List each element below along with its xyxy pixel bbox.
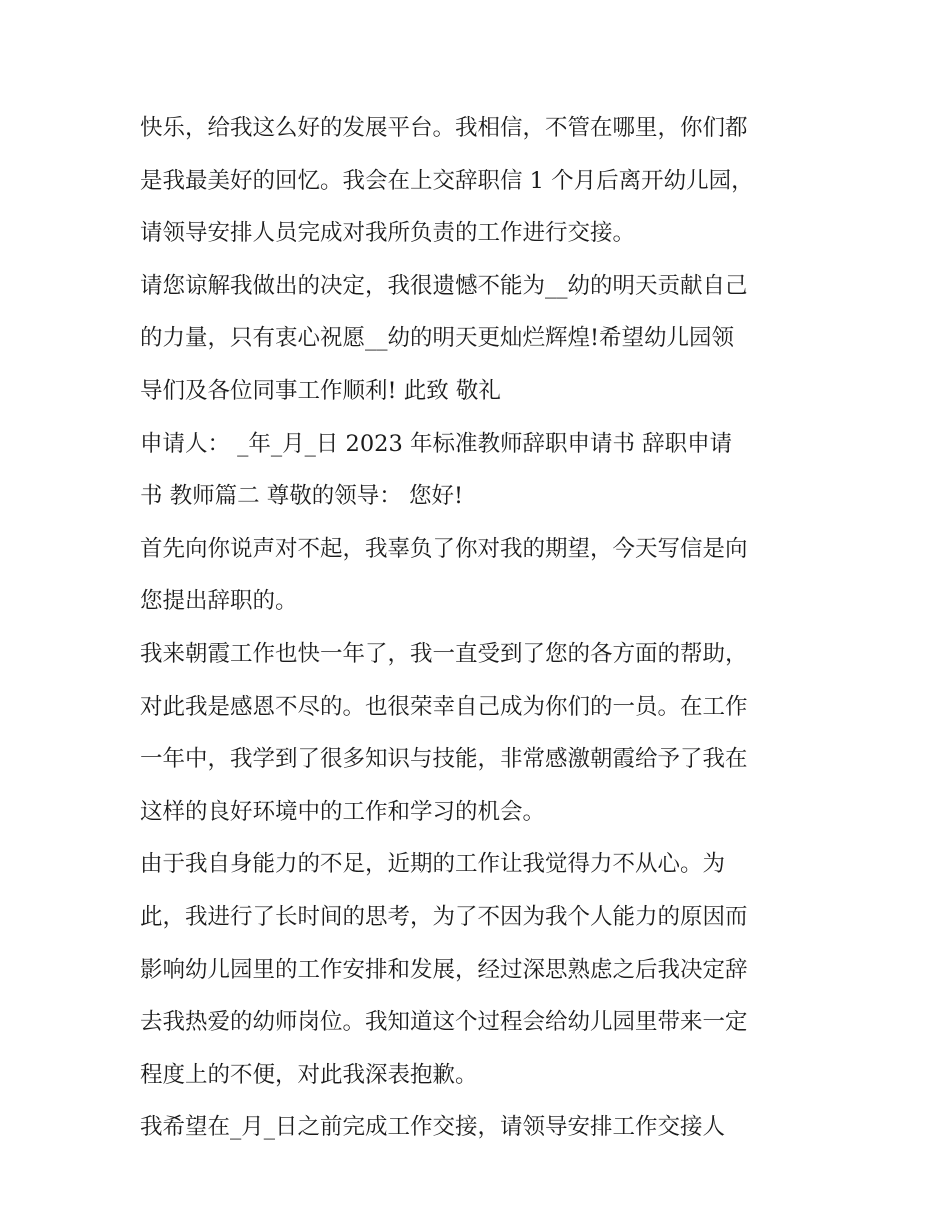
text-line: 首先向你说声对不起，我辜负了你对我的期望，今天写信是向 (140, 535, 748, 562)
text-line: 此，我进行了长时间的思考，为了不因为我个人能力的原因而 (140, 903, 748, 930)
text-line: 这样的良好环境中的工作和学习的机会。 (140, 798, 546, 825)
text-line: 程度上的不便，对此我深表抱歉。 (140, 1061, 478, 1088)
text-line: 请领导安排人员完成对我所负责的工作进行交接。 (140, 220, 636, 247)
text-line: 请您谅解我做出的决定，我很遗憾不能为__幼的明天贡献自己 (140, 272, 748, 299)
text-line: 导们及各位同事工作顺利! 此致 敬礼 (140, 377, 501, 404)
text-line: 一年中，我学到了很多知识与技能，非常感激朝霞给予了我在 (140, 746, 748, 773)
text-line: 由于我自身能力的不足，近期的工作让我觉得力不从心。为 (140, 851, 726, 878)
text-line: 对此我是感恩不尽的。也很荣幸自己成为你们的一员。在工作 (140, 693, 748, 720)
text-line: 申请人： _年_月_日 2023 年标准教师辞职申请书 辞职申请 (140, 430, 733, 457)
text-line: 去我热爱的幼师岗位。我知道这个过程会给幼儿园里带来一定 (140, 1009, 748, 1036)
document-body (140, 102, 820, 1154)
text-line: 是我最美好的回忆。我会在上交辞职信 1 个月后离开幼儿园， (140, 167, 754, 194)
text-line: 我希望在_月_日之前完成工作交接，请领导安排工作交接人 (140, 1114, 726, 1141)
text-line: 我来朝霞工作也快一年了，我一直受到了您的各方面的帮助， (140, 640, 748, 667)
text-line: 书 教师篇二 尊敬的领导： 您好! (140, 483, 463, 510)
text-line: 您提出辞职的。 (140, 588, 298, 615)
text-line: 快乐，给我这么好的发展平台。我相信，不管在哪里，你们都 (140, 115, 748, 141)
text-line: 的力量，只有衷心祝愿__幼的明天更灿烂辉煌!希望幼儿园领 (140, 325, 735, 352)
text-line: 影响幼儿园里的工作安排和发展，经过深思熟虑之后我决定辞 (140, 956, 748, 983)
